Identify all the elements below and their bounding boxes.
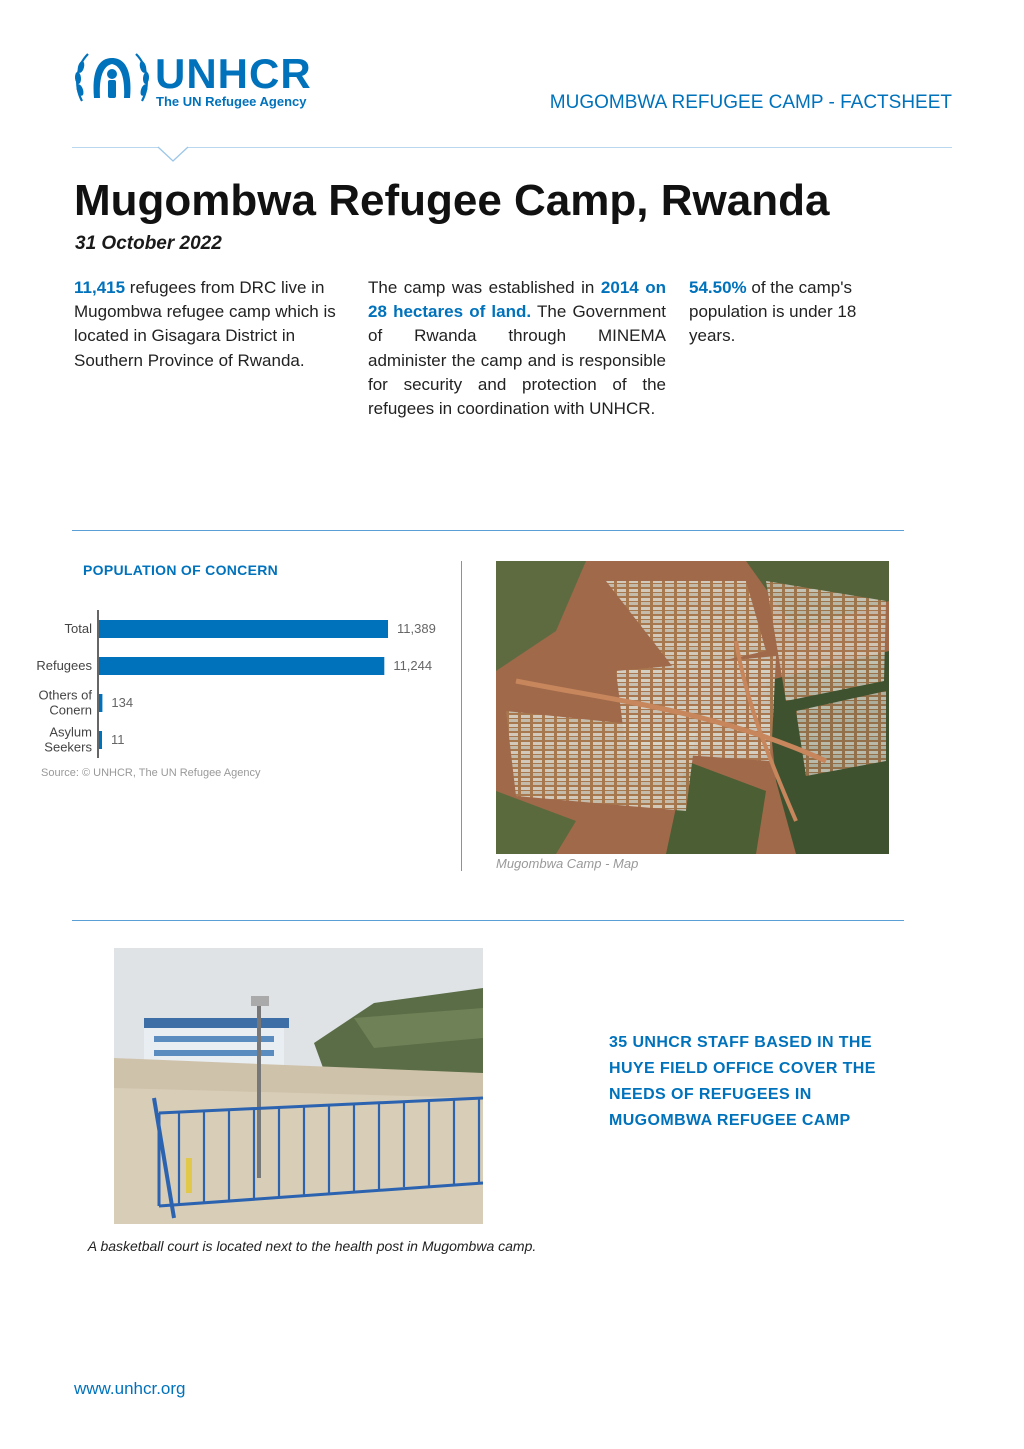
basketball-court-photo — [114, 948, 483, 1224]
camp-satellite-map — [496, 561, 889, 854]
website-link[interactable]: www.unhcr.org — [74, 1379, 186, 1398]
chevron-down-icon — [157, 146, 189, 164]
category-label: Refugees — [36, 658, 92, 673]
unhcr-emblem-icon — [72, 46, 152, 116]
population-bar-chart — [28, 600, 458, 770]
chart-title: POPULATION OF CONCERN — [83, 562, 279, 578]
chart-source: Source: © UNHCR, The UN Refugee Agency — [41, 767, 261, 779]
intro-column-population — [74, 276, 336, 373]
column-divider — [461, 561, 462, 871]
intro-column-establishment — [368, 276, 666, 421]
bar-refugees — [99, 657, 384, 675]
page-title: Mugombwa Refugee Camp, Rwanda — [74, 176, 830, 225]
section-divider — [72, 530, 904, 531]
category-label: Asylum Seekers — [44, 724, 92, 755]
bar-value-label: 11 — [111, 732, 125, 747]
staff-callout: 35 UNHCR STAFF BASED IN THE HUYE FIELD OFFICE COVER THE NEEDS OF REFUGEES IN MUGOMBWA REFUGEE CAMP — [609, 1034, 876, 1129]
category-label: Others of Conern — [38, 687, 92, 718]
establishment-highlight: 2014 on 28 hectares of land. — [368, 278, 667, 322]
intro-text: refugees from DRC live in Mugombwa refugee camp which is located in Gisagara District in Southern Province of Rwanda. — [74, 278, 336, 370]
logo-subtitle: The UN Refugee Agency — [156, 94, 307, 109]
category-label: Total — [64, 621, 92, 636]
intro-column-youth — [689, 276, 889, 349]
header-divider — [72, 147, 952, 148]
bar-value-label: 134 — [111, 695, 134, 710]
bar-asylum-seekers — [99, 731, 102, 749]
map-caption: Mugombwa Camp - Map — [496, 856, 639, 871]
section-divider — [72, 920, 904, 921]
bar-value-label: 11,389 — [397, 621, 436, 636]
photo-caption: A basketball court is located next to the health post in Mugombwa camp. — [87, 1238, 537, 1254]
logo-wordmark: UNHCR — [155, 50, 312, 97]
bar-others-of-conern — [99, 694, 102, 712]
bar-total — [99, 620, 388, 638]
intro-text: The camp was established in — [368, 278, 601, 297]
intro-text: The Government of Rwanda through MINEMA administer the camp and is responsible for security and protection of the refugees in coordination with UNHCR. — [368, 302, 666, 419]
refugee-count: 11,415 — [74, 278, 126, 297]
report-date: 31 October 2022 — [75, 233, 222, 254]
document-label: MUGOMBWA REFUGEE CAMP - FACTSHEET — [549, 92, 952, 113]
bar-value-label: 11,244 — [393, 658, 433, 673]
youth-percentage: 54.50% — [689, 278, 747, 297]
intro-text: of the camp's population is under 18 years. — [689, 278, 857, 346]
